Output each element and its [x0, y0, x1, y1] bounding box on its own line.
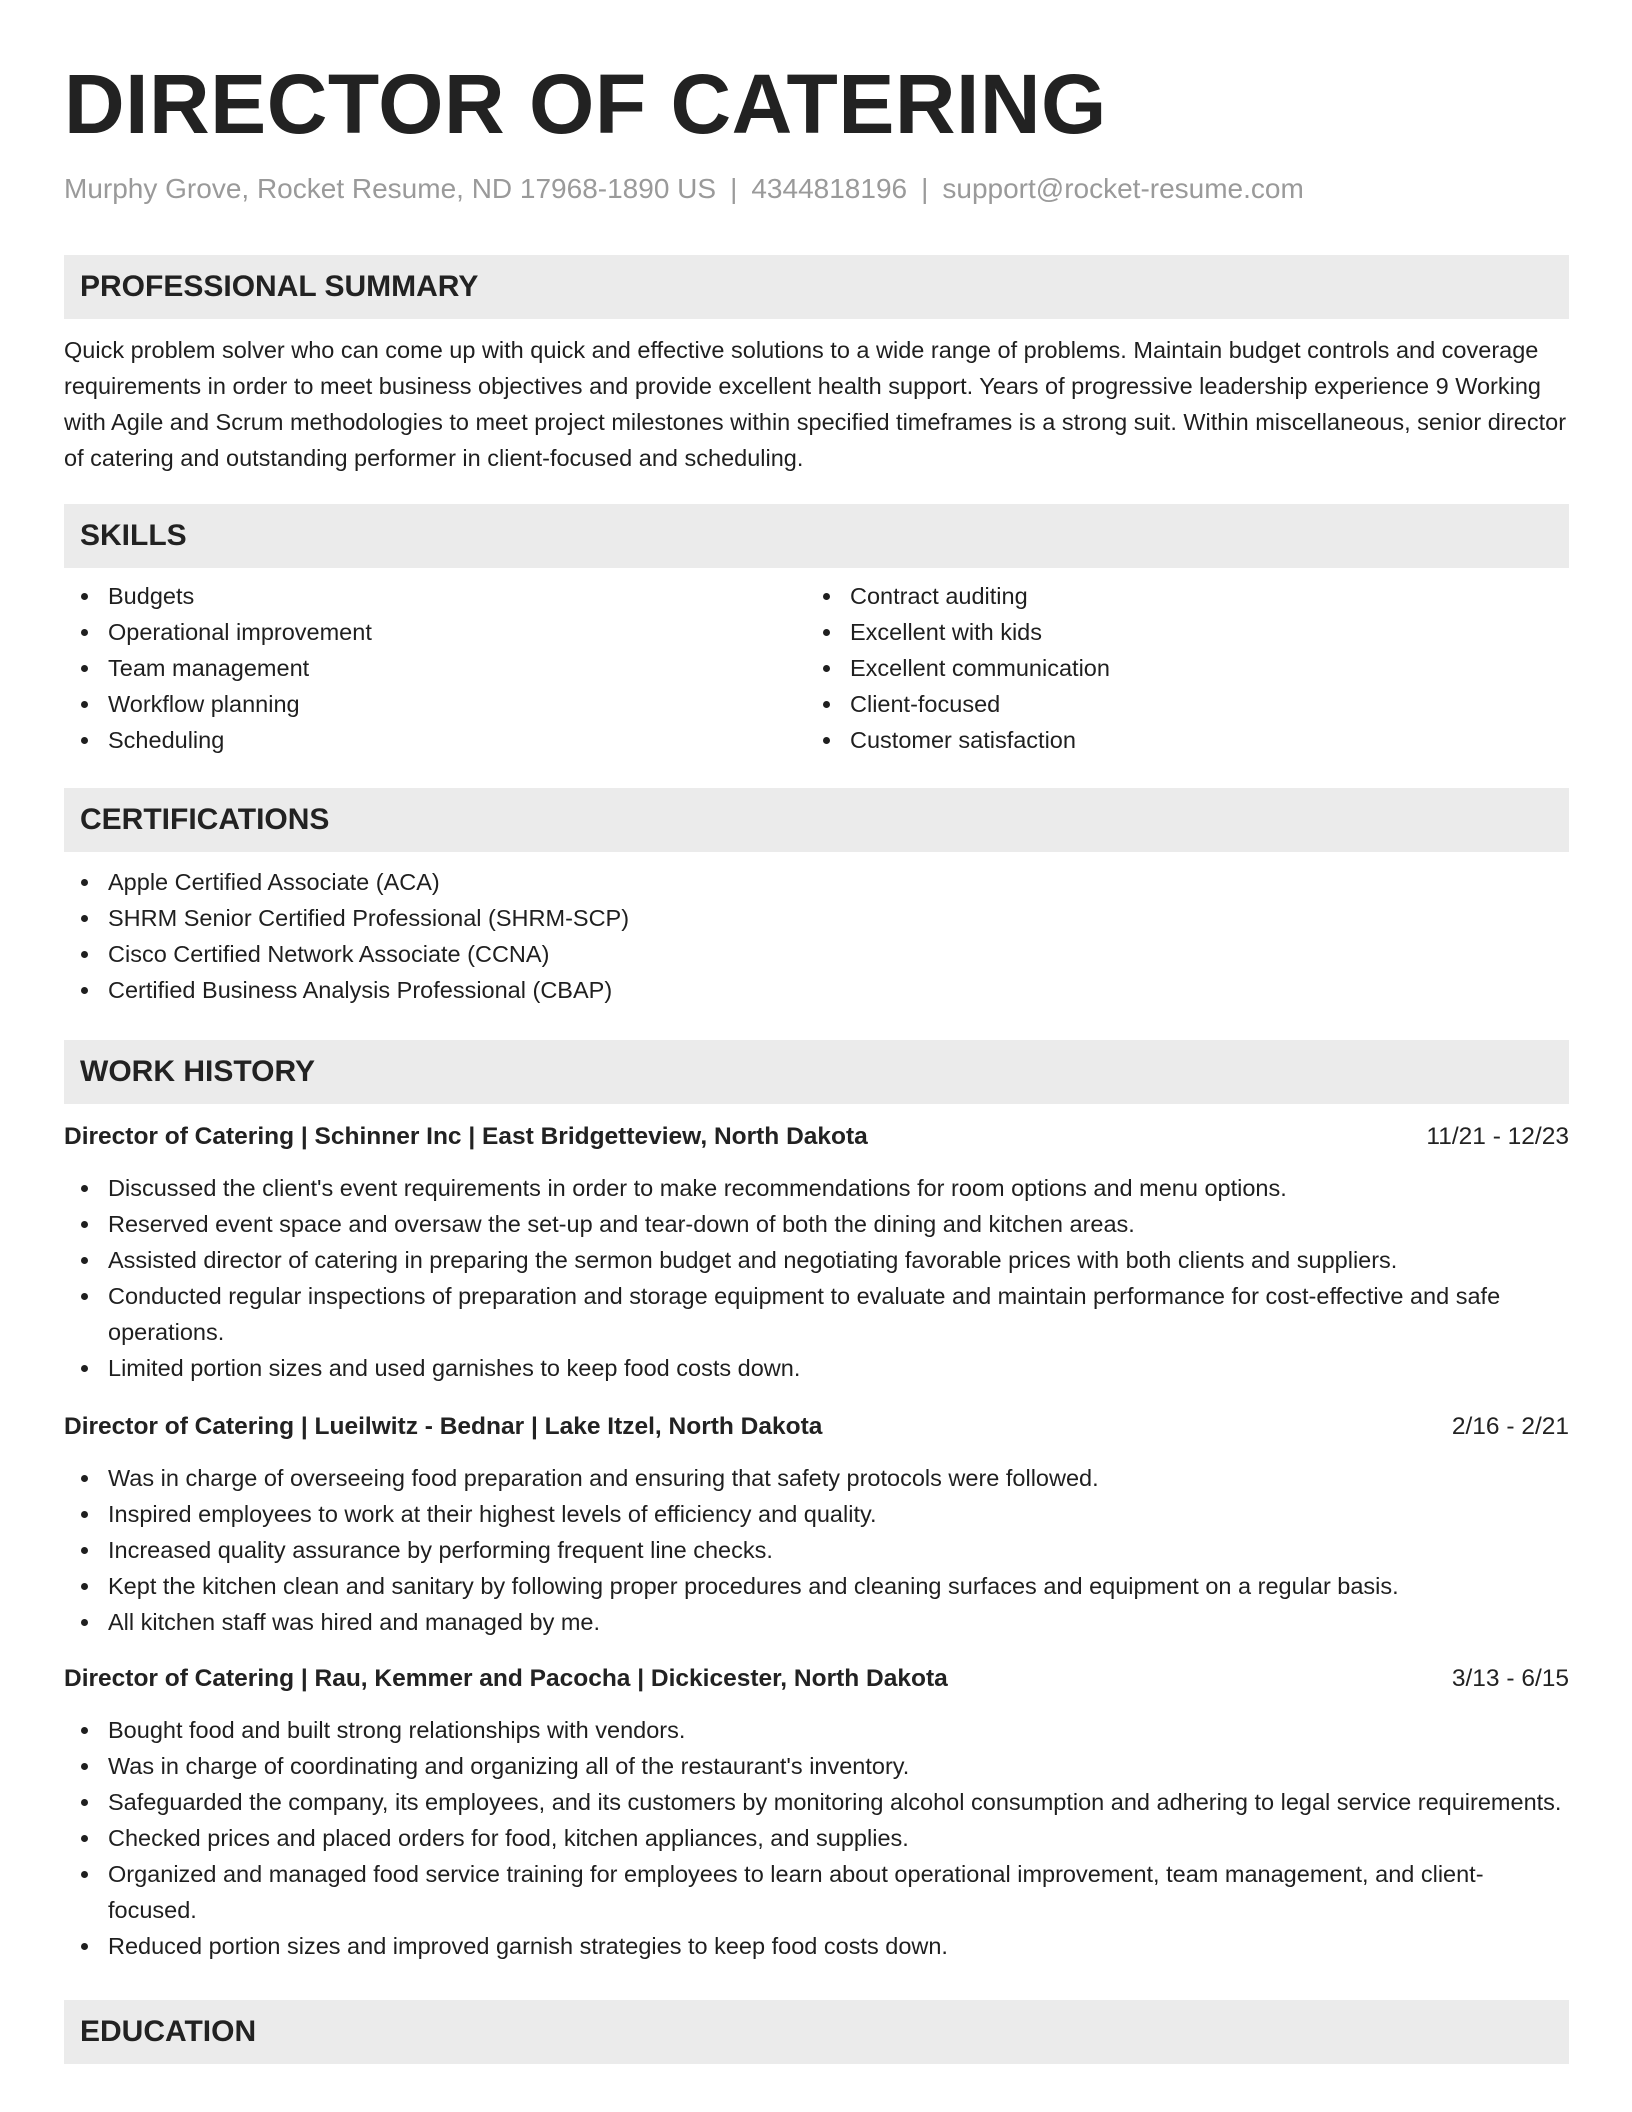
- certifications-list: [64, 864, 1569, 1008]
- job-header: [64, 1410, 1569, 1444]
- section-heading-education: EDUCATION: [64, 2000, 1569, 2064]
- skills-grid: [64, 578, 1569, 758]
- resume-page: [64, 0, 1569, 2064]
- skill-item: Contract auditing: [806, 578, 1548, 614]
- certification-item: Cisco Certified Network Associate (CCNA): [64, 936, 1569, 972]
- job-bullet: Was in charge of overseeing food preparation and ensuring that safety protocols were followed.: [64, 1460, 1569, 1496]
- contact-line: [64, 172, 1569, 206]
- job-bullets: [64, 1170, 1569, 1386]
- job-entry: [64, 1120, 1569, 1386]
- skills-list-left: [64, 578, 806, 758]
- skill-item: Team management: [64, 650, 806, 686]
- job-bullet: Safeguarded the company, its employees, and its customers by monitoring alcohol consumption and adhering to legal service requirements.: [64, 1784, 1569, 1820]
- job-bullet: Organized and managed food service training for employees to learn about operational improvement, team management, and client-focused.: [64, 1856, 1569, 1928]
- contact-phone: 4344818196: [751, 173, 908, 204]
- section-heading-certifications: CERTIFICATIONS: [64, 788, 1569, 852]
- job-bullet: Checked prices and placed orders for food, kitchen appliances, and supplies.: [64, 1820, 1569, 1856]
- contact-separator: |: [921, 173, 929, 204]
- contact-address: Murphy Grove, Rocket Resume, ND 17968-1890 US: [64, 173, 717, 204]
- skill-item: Client-focused: [806, 686, 1548, 722]
- certification-item: Apple Certified Associate (ACA): [64, 864, 1569, 900]
- job-title: Director of Catering | Rau, Kemmer and Pacocha | Dickicester, North Dakota: [64, 1665, 948, 1692]
- job-bullet: Discussed the client's event requirements in order to make recommendations for room options and menu options.: [64, 1170, 1569, 1206]
- skill-item: Workflow planning: [64, 686, 806, 722]
- job-title: Director of Catering | Schinner Inc | East Bridgetteview, North Dakota: [64, 1123, 868, 1150]
- job-bullet: Limited portion sizes and used garnishes to keep food costs down.: [64, 1350, 1569, 1386]
- job-dates: 3/13 - 6/15: [1451, 1665, 1569, 1692]
- skill-item: Scheduling: [64, 722, 806, 758]
- job-bullet: Reduced portion sizes and improved garnish strategies to keep food costs down.: [64, 1928, 1569, 1964]
- contact-email: support@rocket-resume.com: [942, 173, 1304, 204]
- job-bullet: Reserved event space and oversaw the set-up and tear-down of both the dining and kitchen areas.: [64, 1206, 1569, 1242]
- section-heading-work-history: WORK HISTORY: [64, 1040, 1569, 1104]
- job-bullet: Increased quality assurance by performing frequent line checks.: [64, 1532, 1569, 1568]
- job-entry: [64, 1410, 1569, 1640]
- section-heading-summary: PROFESSIONAL SUMMARY: [64, 255, 1569, 319]
- job-bullet: Kept the kitchen clean and sanitary by following proper procedures and cleaning surfaces and equipment on a regular basis.: [64, 1568, 1569, 1604]
- skill-item: Customer satisfaction: [806, 722, 1548, 758]
- job-dates: 2/16 - 2/21: [1451, 1413, 1569, 1440]
- section-heading-skills: SKILLS: [64, 504, 1569, 568]
- summary-text: Quick problem solver who can come up with quick and effective solutions to a wide range of problems. Maintain budget controls and coverage requirements in order to meet business objectives and provide excellent health support. Years of progressive leadership experience 9 Working with Agile and Scrum methodologies to meet project milestones within specified timeframes is a strong suit. Within miscellaneous, senior director of catering and outstanding performer in client-focused and scheduling.: [64, 337, 1567, 471]
- job-bullet: Bought food and built strong relationships with vendors.: [64, 1712, 1569, 1748]
- job-bullet: Inspired employees to work at their highest levels of efficiency and quality.: [64, 1496, 1569, 1532]
- job-bullet: Was in charge of coordinating and organizing all of the restaurant's inventory.: [64, 1748, 1569, 1784]
- job-entry: [64, 1662, 1569, 1964]
- skill-item: Budgets: [64, 578, 806, 614]
- skill-item: Operational improvement: [64, 614, 806, 650]
- certification-item: SHRM Senior Certified Professional (SHRM-SCP): [64, 900, 1569, 936]
- job-header: [64, 1662, 1569, 1696]
- contact-separator: |: [730, 173, 738, 204]
- resume-name-title: DIRECTOR OF CATERING: [64, 57, 1107, 151]
- job-bullets: [64, 1460, 1569, 1640]
- job-bullets: [64, 1712, 1569, 1964]
- job-bullet: Assisted director of catering in preparing the sermon budget and negotiating favorable prices with both clients and suppliers.: [64, 1242, 1569, 1278]
- job-bullet: All kitchen staff was hired and managed by me.: [64, 1604, 1569, 1640]
- skills-list-right: [806, 578, 1548, 758]
- job-header: [64, 1120, 1569, 1154]
- skill-item: Excellent with kids: [806, 614, 1548, 650]
- job-dates: 11/21 - 12/23: [1426, 1123, 1569, 1150]
- skill-item: Excellent communication: [806, 650, 1548, 686]
- job-bullet: Conducted regular inspections of preparation and storage equipment to evaluate and maintain performance for cost-effective and safe operations.: [64, 1278, 1569, 1350]
- job-title: Director of Catering | Lueilwitz - Bednar | Lake Itzel, North Dakota: [64, 1413, 823, 1440]
- certification-item: Certified Business Analysis Professional (CBAP): [64, 972, 1569, 1008]
